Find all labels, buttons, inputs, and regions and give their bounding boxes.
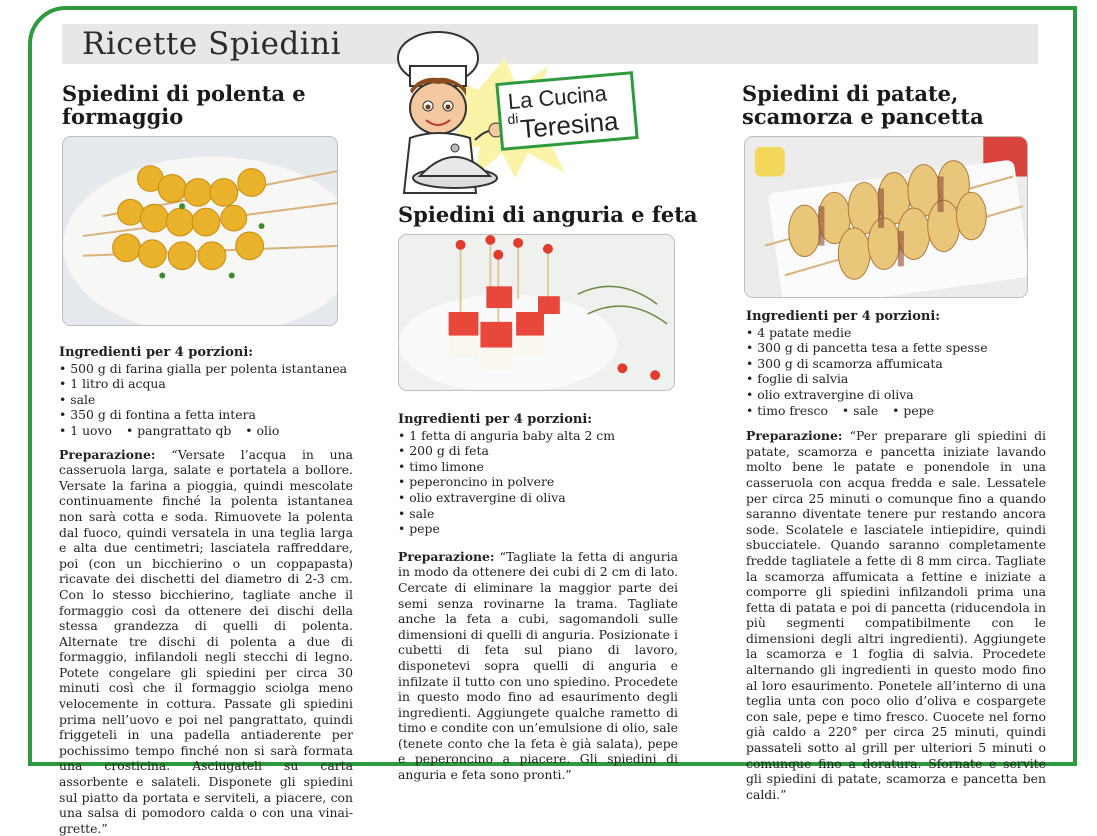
preparation-text (746, 428, 1046, 802)
preparation-body: “Versate l’acqua in una casseruola larga, salate e portatela a bollore. Versate la farina a pioggia, quindi mescolate continuamente finché la polenta istantanea non sarà cotta e soda. Rimuovete la polenta dal fuoco, quindi versatela in una teglia larga e alta due centimetri; lasciatela raffreddare, poi (con un bicchierino o un coppapasta) ricavate dei dischetti del diametro di 2-3 cm. Con lo stesso bicchierino, tagliate anche il formaggio così da ottenere dei dischi della stessa grandezza di quelli di polenta. Alternate tre dischi di polenta a due di formaggio, infilandoli negli stecchi di legno. Potete congelare gli spiedini per circa 30 minuti così che il formaggio sciolga meno velocemente in cottura. Passate gli spiedini prima nell’uovo e poi nel pangrattato, quindi friggeteli in una padella antiaderente per pochissimo tempo finché non si sarà formata una crosticina. Asciugateli su carta assorbente e salateli. Disponete gli spiedini sul piatto da portata e serviteli, a piacere, con una salsa di pomodoro calda o con una vinaigrette.” (59, 446, 353, 836)
ingredient-item: • 300 g di pancetta tesa a fette spesse (746, 340, 1046, 356)
recipe-title: Spiedini di anguria e feta (398, 202, 698, 227)
preparation-text (398, 549, 678, 783)
logo-line3: Teresina (519, 105, 620, 145)
ingredients-section (398, 412, 678, 783)
polenta-skewers-photo (62, 136, 338, 326)
logo-line1: La Cucina (506, 80, 608, 115)
ingredient-item: • 200 g di feta (398, 443, 678, 459)
logo-badge (495, 71, 638, 151)
logo-line2: di (506, 110, 520, 128)
ingredient-item: • 350 g di fontina a fetta intera (59, 407, 353, 423)
ingredients-title: Ingredienti per 4 porzioni: (59, 345, 254, 360)
ingredient-item: • foglie di salvia (746, 371, 1046, 387)
preparation-label: Preparazione: (746, 428, 843, 444)
ingredient-item: • 500 g di farina gialla per polenta istantanea (59, 361, 353, 377)
ingredient-item: • pepe (892, 403, 934, 418)
ingredients-title: Ingredienti per 4 porzioni: (746, 309, 941, 324)
ingredients-section (59, 345, 353, 836)
ingredient-item: • 1 fetta di anguria baby alta 2 cm (398, 428, 678, 444)
ingredient-item: • 1 uovo (59, 423, 112, 438)
ingredients-section (746, 309, 1046, 802)
ingredient-item: • pepe (398, 521, 678, 537)
preparation-label: Preparazione: (59, 446, 156, 462)
recipe-title: Spiedini di patate, scamorza e pancetta (742, 81, 984, 129)
ingredient-item: • 300 g di scamorza affumicata (746, 356, 1046, 372)
ingredient-inline-row (59, 423, 353, 439)
preparation-label: Preparazione: (398, 548, 495, 564)
ingredient-item: • sale (398, 506, 678, 522)
ingredient-item: • olio extravergine di oliva (398, 490, 678, 506)
ingredient-inline-row (746, 403, 1046, 419)
preparation-text (59, 447, 353, 836)
recipe-title: Spiedini di polenta e formaggio (62, 81, 306, 129)
ingredient-item: • olio extravergine di oliva (746, 387, 1046, 403)
ingredient-item: • olio (245, 423, 279, 438)
preparation-body: “Tagliate la fetta di anguria in modo da ottenere dei cubi di 2 cm di lato. Cercate di eliminare la maggior parte dei semi senza rovinarne la trama. Tagliate anche la feta a cubi, sagomandoli sulle dimensioni di quelli di anguria. Posizionate i cubetti di feta sul piano di lavoro, disponetevi sopra quelli di anguria e infilzate il tutto con uno spiedino. Procedete in questo modo fino ad esaurimento degli ingredienti. Aggiungete qualche rametto di timo e condite con un’emulsione di olio, sale (tenete conto che la feta è già salata), pepe e peperoncino a piacere. Gli spiedini di anguria e feta sono pronti.” (398, 548, 678, 783)
ingredient-item: • timo fresco (746, 403, 828, 418)
watermelon-feta-photo (398, 234, 675, 391)
preparation-body: “Per preparare gli spiedini di patate, scamorza e pancetta iniziate lavando molto bene le patate e ponendole in una casseruola con acqua fredda e sale. Lessatele per circa 25 minuti o comunque fino a quando saranno diventate tenere pur restando ancora sode. Scolatele e lasciatele intiepidire, quindi sbucciatele. Quando saranno completamente fredde tagliatele a fette di 8 mm circa. Tagliate la scamorza affumicata a fettine e iniziate a comporre gli spiedini infilzandoli prima una fetta di patata e poi di pancetta (riducendola in più segmenti compatibilmente con le dimensioni degli altri ingredienti). Aggiungete la scamorza e 1 foglia di salvia. Procedete alternando gli ingredienti in questo modo fino al loro esaurimento. Ponetele all’interno di una teglia unta con poco olio d’oliva e cospargete con sale, pepe e timo fresco. Cuocete nel forno già caldo a 220° per circa 25 minuti, quindi passateli sotto al grill per ulteriori 5 minuti o comunque fino a doratura. Sfornate e servite gli spiedini di patate, scamorza e pancetta ben caldi.” (746, 428, 1046, 802)
ingredients-title: Ingredienti per 4 porzioni: (398, 412, 593, 427)
ingredient-item: • 4 patate medie (746, 325, 1046, 341)
ingredient-item: • pangrattato qb (126, 423, 231, 438)
ingredient-item: • sale (842, 403, 878, 418)
page-title: Ricette Spiedini (82, 26, 342, 62)
potato-pancetta-photo (744, 136, 1028, 298)
ingredient-item: • peperoncino in polvere (398, 474, 678, 490)
ingredient-item: • sale (59, 392, 353, 408)
ingredient-item: • timo limone (398, 459, 678, 475)
ingredient-item: • 1 litro di acqua (59, 376, 353, 392)
